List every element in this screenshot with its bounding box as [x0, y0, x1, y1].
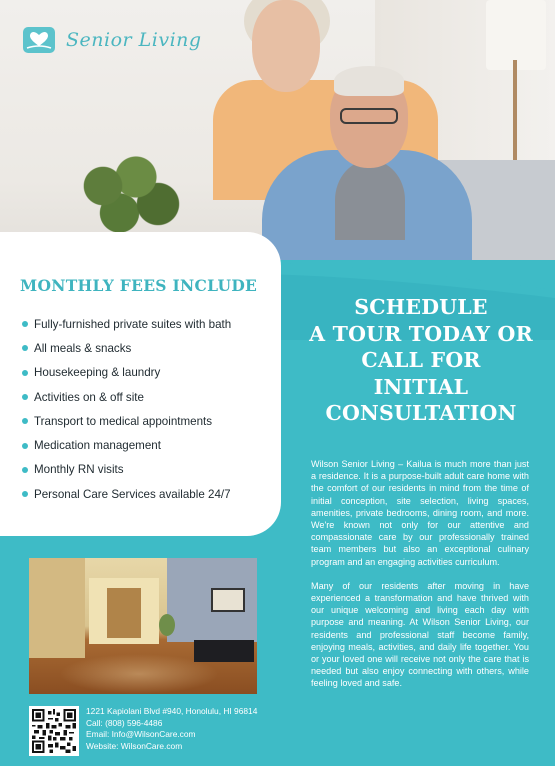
list-item: Personal Care Services available 24/7 — [22, 482, 231, 506]
website-link[interactable]: Website: WilsonCare.com — [86, 740, 183, 751]
list-item: Housekeeping & laundry — [22, 361, 231, 385]
bullet-icon — [22, 491, 28, 497]
list-item: Monthly RN visits — [22, 458, 231, 482]
bullet-icon — [22, 321, 28, 327]
address: 1221 Kapiolani Blvd #940, Honolulu, HI 96814 — [86, 706, 258, 716]
bullet-icon — [22, 418, 28, 424]
contact-info — [86, 706, 257, 752]
body-paragraph: Many of our residents after moving in have experienced a transformation and have thrived with our unique welcoming and living each day with purpose and meaning. At Wilson Senior Living, our residents and professional staff become family, enjoying meals, activities, and daily life together. You or your loved one will receive not only the care that is needed but also enjoy connecting with others, while feeling loved and safe. — [311, 580, 529, 689]
brand-logo — [22, 26, 202, 54]
list-item: Medication management — [22, 433, 231, 457]
butterfly-art — [211, 588, 245, 612]
bullet-icon — [22, 370, 28, 376]
list-item: Transport to medical appointments — [22, 409, 231, 433]
bullet-icon — [22, 467, 28, 473]
houseplant — [70, 150, 180, 240]
list-item: All meals & snacks — [22, 336, 231, 360]
bullet-icon — [22, 443, 28, 449]
list-item: Fully-furnished private suites with bath — [22, 312, 231, 336]
list-item: Activities on & off site — [22, 385, 231, 409]
phone-link[interactable]: Call: (808) 596-4486 — [86, 717, 163, 728]
fees-title: MONTHLY FEES INCLUDE — [20, 276, 258, 295]
bullet-icon — [22, 345, 28, 351]
email-link[interactable]: Email: Info@WilsonCare.com — [86, 729, 196, 740]
monthly-fees-card — [0, 232, 281, 536]
heart-book-icon — [22, 26, 56, 54]
brand-name: Senior Living — [66, 29, 202, 51]
fees-list — [22, 312, 231, 506]
body-copy — [311, 458, 529, 690]
interior-photo — [29, 558, 257, 694]
body-paragraph: Wilson Senior Living – Kailua is much more than just a residence. It is a purpose-built adult care home with the comfort of our residents in mind from the time of initial conception, site selection, living spaces, amenities, private bedrooms, dining room, and more. We're known not only for our attentive and compassionate care by our professionally trained team members but also an exceptional culinary program and an engaging activities curriculum. — [311, 459, 529, 567]
bullet-icon — [22, 394, 28, 400]
headline: SCHEDULE A TOUR TODAY OR CALL FOR INITIAL CONSULTATION — [309, 295, 533, 425]
qr-code-icon[interactable] — [29, 706, 79, 756]
